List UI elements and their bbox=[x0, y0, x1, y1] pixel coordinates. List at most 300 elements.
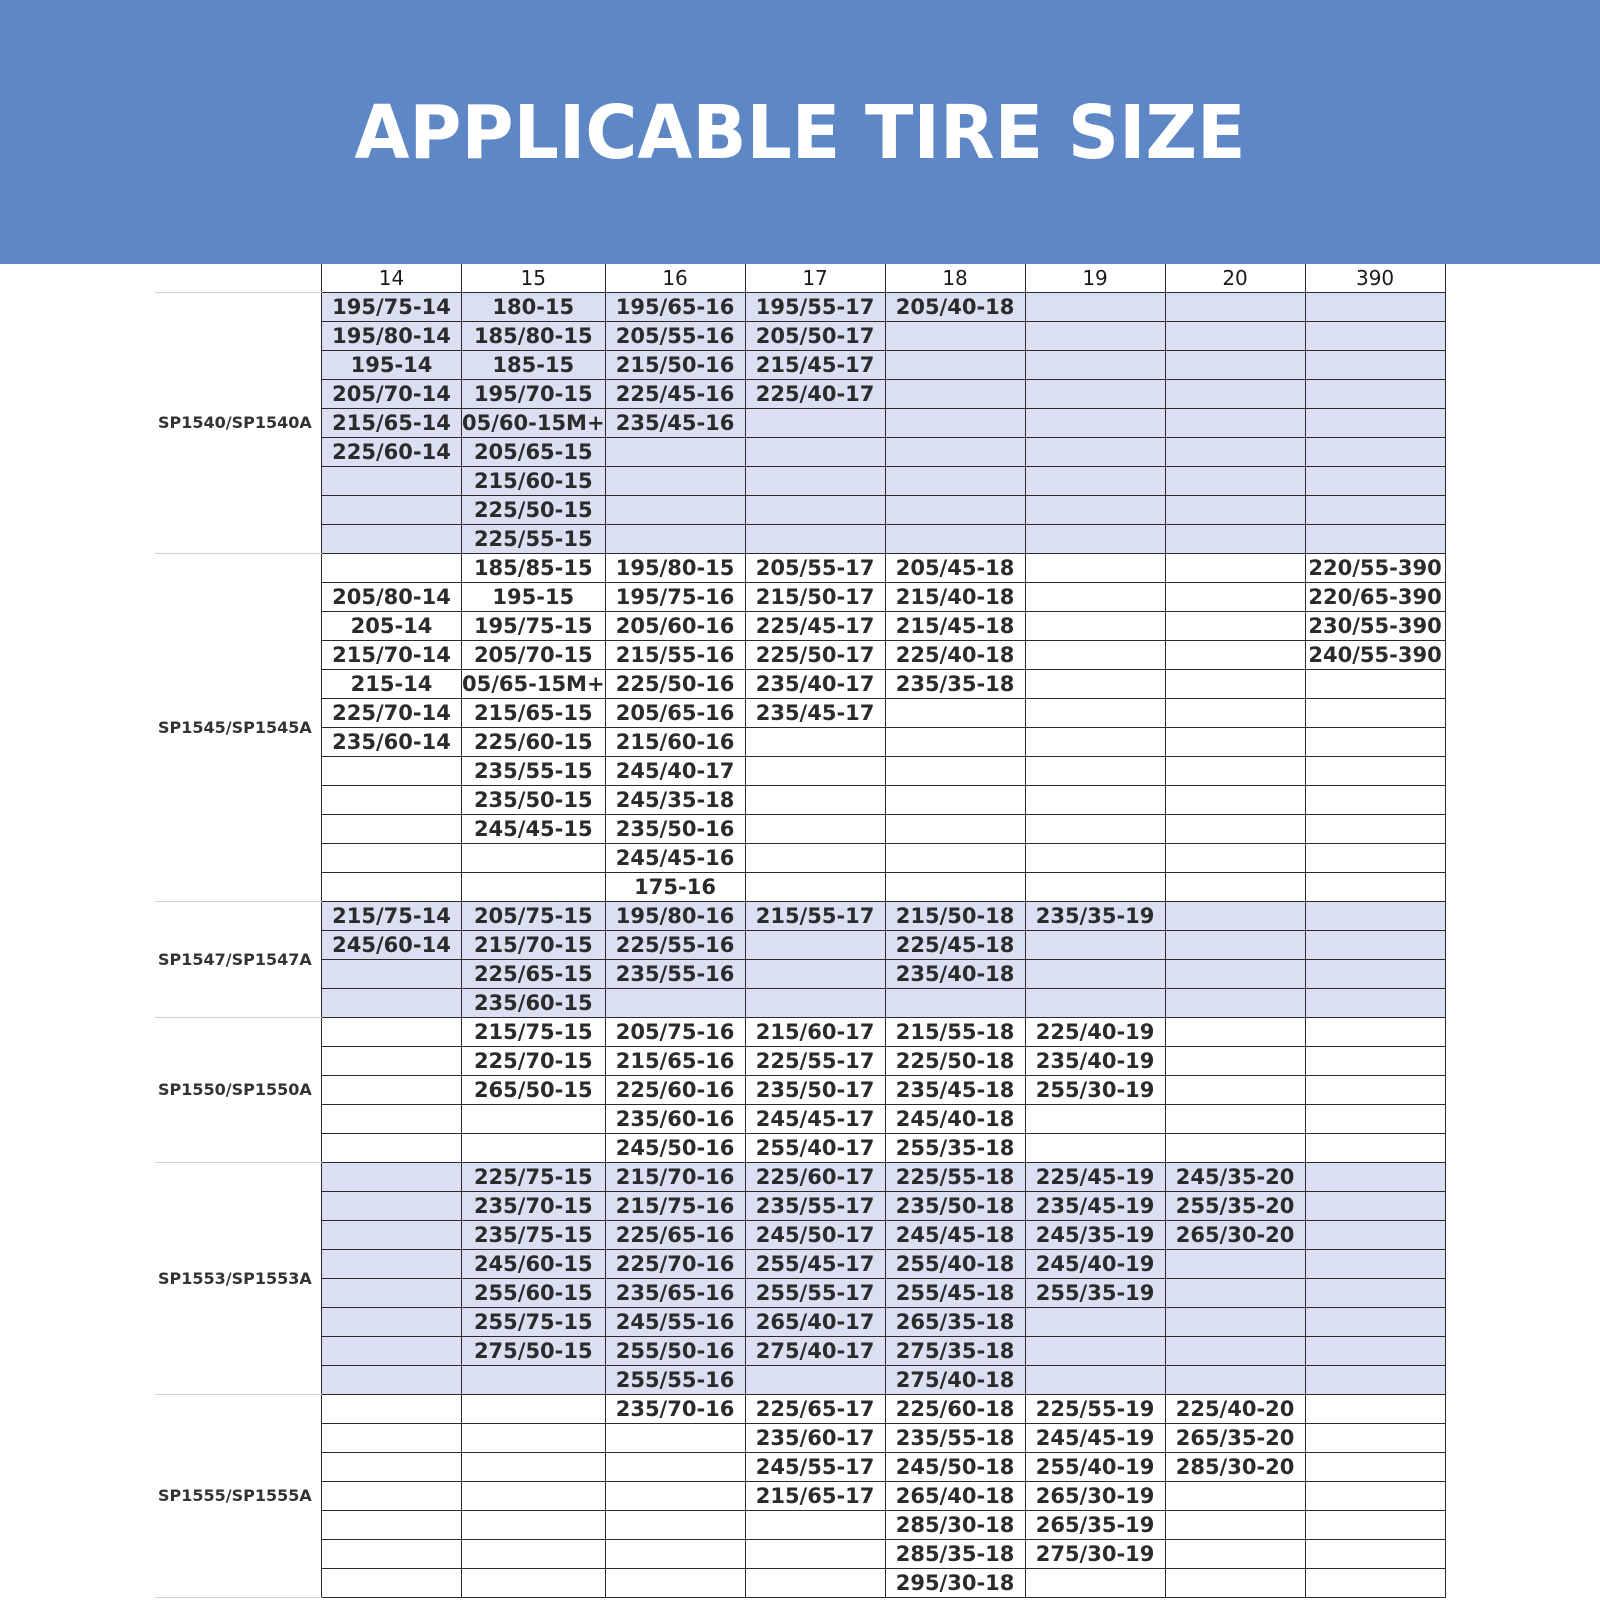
size-cell: 235/50-16 bbox=[605, 815, 745, 844]
column-header-14: 14 bbox=[322, 264, 462, 293]
size-cell bbox=[1305, 757, 1445, 786]
size-cell bbox=[1305, 670, 1445, 699]
column-header-18: 18 bbox=[885, 264, 1025, 293]
size-cell: 245/60-14 bbox=[322, 931, 462, 960]
size-cell bbox=[1305, 1395, 1445, 1424]
size-cell bbox=[745, 931, 885, 960]
size-cell: 205/80-14 bbox=[322, 583, 462, 612]
size-cell bbox=[745, 989, 885, 1018]
size-cell bbox=[605, 989, 745, 1018]
table-row bbox=[155, 815, 1445, 844]
size-cell bbox=[1305, 786, 1445, 815]
size-cell bbox=[1165, 1076, 1305, 1105]
size-cell bbox=[885, 786, 1025, 815]
size-cell bbox=[1165, 293, 1305, 322]
size-cell bbox=[1025, 728, 1165, 757]
size-cell bbox=[1305, 1308, 1445, 1337]
size-cell bbox=[322, 1308, 462, 1337]
size-cell bbox=[745, 496, 885, 525]
size-cell bbox=[1165, 931, 1305, 960]
size-cell: 205/70-14 bbox=[322, 380, 462, 409]
size-cell bbox=[1165, 1105, 1305, 1134]
size-cell bbox=[1165, 467, 1305, 496]
size-cell: 225/65-17 bbox=[745, 1395, 885, 1424]
size-cell bbox=[1165, 670, 1305, 699]
table-row bbox=[155, 757, 1445, 786]
size-cell: 235/40-17 bbox=[745, 670, 885, 699]
column-header-17: 17 bbox=[745, 264, 885, 293]
size-cell bbox=[1025, 786, 1165, 815]
size-cell: 285/30-20 bbox=[1165, 1453, 1305, 1482]
size-cell: 235/40-18 bbox=[885, 960, 1025, 989]
size-cell: 235/45-17 bbox=[745, 699, 885, 728]
size-cell bbox=[322, 989, 462, 1018]
size-cell bbox=[605, 467, 745, 496]
size-cell: 215/70-16 bbox=[605, 1163, 745, 1192]
table-row bbox=[155, 989, 1445, 1018]
size-cell bbox=[1305, 1424, 1445, 1453]
size-cell bbox=[745, 467, 885, 496]
size-cell bbox=[1025, 438, 1165, 467]
size-cell: 245/45-18 bbox=[885, 1221, 1025, 1250]
size-cell: 235/60-16 bbox=[605, 1105, 745, 1134]
size-cell bbox=[1305, 1018, 1445, 1047]
table-row bbox=[155, 1134, 1445, 1163]
table-row bbox=[155, 1018, 1445, 1047]
size-cell: 225/40-19 bbox=[1025, 1018, 1165, 1047]
size-cell: 215/45-18 bbox=[885, 612, 1025, 641]
size-cell bbox=[1305, 293, 1445, 322]
size-cell bbox=[322, 757, 462, 786]
size-cell: 225/65-16 bbox=[605, 1221, 745, 1250]
size-cell: 195/80-16 bbox=[605, 902, 745, 931]
table-row bbox=[155, 1279, 1445, 1308]
size-cell bbox=[322, 1337, 462, 1366]
table-row bbox=[155, 1424, 1445, 1453]
size-cell bbox=[322, 1569, 462, 1598]
size-cell: 205/60-16 bbox=[605, 612, 745, 641]
size-cell bbox=[605, 438, 745, 467]
size-cell bbox=[885, 380, 1025, 409]
size-cell: 245/45-17 bbox=[745, 1105, 885, 1134]
size-cell bbox=[1305, 1221, 1445, 1250]
size-cell: 195/55-17 bbox=[745, 293, 885, 322]
size-cell: 245/55-16 bbox=[605, 1308, 745, 1337]
size-cell bbox=[885, 496, 1025, 525]
size-cell bbox=[1165, 1511, 1305, 1540]
size-cell bbox=[1165, 322, 1305, 351]
size-cell bbox=[322, 786, 462, 815]
size-cell bbox=[885, 989, 1025, 1018]
size-cell: 225/45-18 bbox=[885, 931, 1025, 960]
size-cell bbox=[322, 1482, 462, 1511]
size-cell: 215/50-16 bbox=[605, 351, 745, 380]
size-cell: 255/55-17 bbox=[745, 1279, 885, 1308]
size-cell bbox=[1165, 1366, 1305, 1395]
size-cell bbox=[1305, 1192, 1445, 1221]
model-label: SP1555/SP1555A bbox=[155, 1395, 322, 1598]
size-cell: 265/30-20 bbox=[1165, 1221, 1305, 1250]
size-cell: 225/50-18 bbox=[885, 1047, 1025, 1076]
size-cell: 225/50-15 bbox=[462, 496, 606, 525]
size-cell: 265/40-18 bbox=[885, 1482, 1025, 1511]
size-cell: 215/60-17 bbox=[745, 1018, 885, 1047]
size-cell: 225/70-16 bbox=[605, 1250, 745, 1279]
size-cell bbox=[1025, 293, 1165, 322]
size-cell bbox=[322, 467, 462, 496]
size-cell bbox=[745, 728, 885, 757]
size-cell bbox=[1165, 1018, 1305, 1047]
size-cell: 05/60-15M+ bbox=[462, 409, 606, 438]
size-cell bbox=[1305, 1569, 1445, 1598]
size-cell: 265/30-19 bbox=[1025, 1482, 1165, 1511]
size-cell bbox=[322, 1511, 462, 1540]
size-cell bbox=[462, 873, 606, 902]
size-cell: 235/65-16 bbox=[605, 1279, 745, 1308]
size-cell bbox=[1305, 1105, 1445, 1134]
size-cell: 230/55-390 bbox=[1305, 612, 1445, 641]
size-cell bbox=[322, 1221, 462, 1250]
size-cell bbox=[1305, 496, 1445, 525]
table-row bbox=[155, 496, 1445, 525]
size-cell bbox=[1305, 380, 1445, 409]
size-cell: 195/70-15 bbox=[462, 380, 606, 409]
size-cell: 235/35-18 bbox=[885, 670, 1025, 699]
size-cell bbox=[1165, 583, 1305, 612]
size-cell bbox=[1165, 1569, 1305, 1598]
size-cell: 295/30-18 bbox=[885, 1569, 1025, 1598]
size-cell bbox=[745, 525, 885, 554]
size-cell: 285/30-18 bbox=[885, 1511, 1025, 1540]
table-row bbox=[155, 1540, 1445, 1569]
table-row bbox=[155, 554, 1445, 583]
table-row bbox=[155, 1395, 1445, 1424]
size-cell: 225/45-16 bbox=[605, 380, 745, 409]
size-cell bbox=[1165, 873, 1305, 902]
size-cell bbox=[322, 1424, 462, 1453]
size-cell bbox=[322, 1076, 462, 1105]
table-row bbox=[155, 293, 1445, 322]
table-row bbox=[155, 1250, 1445, 1279]
size-cell: 205/45-18 bbox=[885, 554, 1025, 583]
size-cell bbox=[885, 351, 1025, 380]
size-cell: 225/55-19 bbox=[1025, 1395, 1165, 1424]
size-cell: 225/40-18 bbox=[885, 641, 1025, 670]
size-cell: 275/35-18 bbox=[885, 1337, 1025, 1366]
size-cell bbox=[1165, 960, 1305, 989]
size-cell: 235/70-15 bbox=[462, 1192, 606, 1221]
table-row bbox=[155, 1047, 1445, 1076]
size-cell bbox=[1305, 873, 1445, 902]
size-cell bbox=[462, 1540, 606, 1569]
size-cell: 215/75-14 bbox=[322, 902, 462, 931]
size-cell bbox=[322, 960, 462, 989]
size-cell bbox=[885, 873, 1025, 902]
size-cell: 215/40-18 bbox=[885, 583, 1025, 612]
size-cell: 265/40-17 bbox=[745, 1308, 885, 1337]
size-cell bbox=[1025, 380, 1165, 409]
table-row bbox=[155, 612, 1445, 641]
size-cell bbox=[1165, 989, 1305, 1018]
size-cell: 215/50-17 bbox=[745, 583, 885, 612]
size-cell: 235/35-19 bbox=[1025, 902, 1165, 931]
size-cell bbox=[745, 815, 885, 844]
size-cell bbox=[322, 525, 462, 554]
size-cell: 185/80-15 bbox=[462, 322, 606, 351]
size-cell: 185/85-15 bbox=[462, 554, 606, 583]
size-cell: 195/75-16 bbox=[605, 583, 745, 612]
size-cell: 235/55-15 bbox=[462, 757, 606, 786]
size-cell: 185-15 bbox=[462, 351, 606, 380]
size-cell bbox=[1305, 467, 1445, 496]
size-cell bbox=[462, 1105, 606, 1134]
header-row bbox=[155, 264, 1445, 293]
size-cell: 225/45-19 bbox=[1025, 1163, 1165, 1192]
page-title: APPLICABLE TIRE SIZE bbox=[354, 90, 1246, 176]
table-row bbox=[155, 902, 1445, 931]
size-cell bbox=[1305, 1134, 1445, 1163]
table-row bbox=[155, 1482, 1445, 1511]
size-cell bbox=[1305, 322, 1445, 351]
size-cell: 225/55-16 bbox=[605, 931, 745, 960]
size-cell: 225/60-18 bbox=[885, 1395, 1025, 1424]
size-cell: 215/65-14 bbox=[322, 409, 462, 438]
size-cell bbox=[1025, 641, 1165, 670]
size-cell bbox=[1305, 409, 1445, 438]
size-cell bbox=[322, 844, 462, 873]
size-cell bbox=[605, 496, 745, 525]
table-row bbox=[155, 1337, 1445, 1366]
table-row bbox=[155, 641, 1445, 670]
size-cell bbox=[1165, 438, 1305, 467]
table-row bbox=[155, 786, 1445, 815]
size-cell: 255/45-18 bbox=[885, 1279, 1025, 1308]
corner-cell bbox=[155, 264, 322, 293]
size-cell: 225/65-15 bbox=[462, 960, 606, 989]
size-cell bbox=[1025, 322, 1165, 351]
table-row bbox=[155, 1105, 1445, 1134]
size-cell: 205/55-17 bbox=[745, 554, 885, 583]
size-cell: 245/50-17 bbox=[745, 1221, 885, 1250]
size-cell: 205/65-16 bbox=[605, 699, 745, 728]
size-cell bbox=[1305, 1279, 1445, 1308]
size-cell bbox=[885, 728, 1025, 757]
size-cell: 235/55-17 bbox=[745, 1192, 885, 1221]
size-cell: 235/45-18 bbox=[885, 1076, 1025, 1105]
size-cell: 215/65-17 bbox=[745, 1482, 885, 1511]
size-cell bbox=[1305, 844, 1445, 873]
size-cell bbox=[745, 757, 885, 786]
size-cell bbox=[1025, 815, 1165, 844]
size-cell: 235/55-16 bbox=[605, 960, 745, 989]
size-cell: 235/45-19 bbox=[1025, 1192, 1165, 1221]
size-cell bbox=[322, 1105, 462, 1134]
size-cell bbox=[885, 757, 1025, 786]
size-cell bbox=[1025, 1337, 1165, 1366]
size-cell bbox=[1165, 844, 1305, 873]
size-cell bbox=[1305, 1453, 1445, 1482]
column-header-15: 15 bbox=[462, 264, 606, 293]
size-cell bbox=[1165, 554, 1305, 583]
size-cell: 215/60-16 bbox=[605, 728, 745, 757]
size-cell bbox=[1025, 496, 1165, 525]
size-cell bbox=[322, 1018, 462, 1047]
size-cell bbox=[1165, 1250, 1305, 1279]
size-cell bbox=[1165, 699, 1305, 728]
model-label: SP1553/SP1553A bbox=[155, 1163, 322, 1395]
size-cell bbox=[1165, 757, 1305, 786]
size-cell: 175-16 bbox=[605, 873, 745, 902]
size-cell: 205-14 bbox=[322, 612, 462, 641]
size-cell bbox=[1025, 1569, 1165, 1598]
table-row bbox=[155, 1308, 1445, 1337]
size-cell: 215/60-15 bbox=[462, 467, 606, 496]
column-header-16: 16 bbox=[605, 264, 745, 293]
table-row bbox=[155, 1366, 1445, 1395]
size-cell: 205/50-17 bbox=[745, 322, 885, 351]
size-cell: 195-15 bbox=[462, 583, 606, 612]
size-cell: 215/65-16 bbox=[605, 1047, 745, 1076]
size-cell bbox=[462, 1482, 606, 1511]
table-row bbox=[155, 1192, 1445, 1221]
table-row bbox=[155, 873, 1445, 902]
size-cell bbox=[1165, 612, 1305, 641]
size-cell: 195/80-15 bbox=[605, 554, 745, 583]
size-cell bbox=[462, 1511, 606, 1540]
size-cell bbox=[605, 1453, 745, 1482]
size-cell: 255/35-20 bbox=[1165, 1192, 1305, 1221]
table-row bbox=[155, 409, 1445, 438]
size-cell bbox=[322, 1192, 462, 1221]
size-cell: 220/65-390 bbox=[1305, 583, 1445, 612]
size-cell: 205/40-18 bbox=[885, 293, 1025, 322]
size-cell bbox=[322, 1540, 462, 1569]
size-cell: 215/55-17 bbox=[745, 902, 885, 931]
size-cell bbox=[1165, 351, 1305, 380]
size-cell: 205/75-16 bbox=[605, 1018, 745, 1047]
size-cell bbox=[1165, 815, 1305, 844]
size-cell bbox=[1165, 496, 1305, 525]
size-cell: 235/70-16 bbox=[605, 1395, 745, 1424]
size-cell bbox=[322, 1366, 462, 1395]
size-cell bbox=[1165, 1134, 1305, 1163]
size-cell bbox=[1025, 525, 1165, 554]
table-row bbox=[155, 438, 1445, 467]
size-cell bbox=[322, 496, 462, 525]
size-cell: 245/35-20 bbox=[1165, 1163, 1305, 1192]
size-cell: 215/55-18 bbox=[885, 1018, 1025, 1047]
size-cell: 225/45-17 bbox=[745, 612, 885, 641]
size-cell bbox=[1305, 902, 1445, 931]
size-cell bbox=[322, 1047, 462, 1076]
size-cell bbox=[1025, 554, 1165, 583]
size-cell bbox=[462, 1453, 606, 1482]
size-cell: 225/55-17 bbox=[745, 1047, 885, 1076]
size-cell bbox=[1025, 670, 1165, 699]
size-cell bbox=[605, 1511, 745, 1540]
size-cell bbox=[1305, 989, 1445, 1018]
table-row bbox=[155, 728, 1445, 757]
size-cell bbox=[322, 873, 462, 902]
size-cell bbox=[745, 1540, 885, 1569]
size-cell: 205/65-15 bbox=[462, 438, 606, 467]
size-cell bbox=[1165, 525, 1305, 554]
size-cell bbox=[1165, 409, 1305, 438]
size-cell bbox=[745, 1569, 885, 1598]
size-cell bbox=[1025, 1308, 1165, 1337]
size-cell bbox=[322, 1395, 462, 1424]
size-cell: 225/55-15 bbox=[462, 525, 606, 554]
size-cell bbox=[605, 1482, 745, 1511]
size-cell: 205/70-15 bbox=[462, 641, 606, 670]
size-cell: 215/45-17 bbox=[745, 351, 885, 380]
size-cell bbox=[1305, 699, 1445, 728]
size-cell: 225/60-14 bbox=[322, 438, 462, 467]
size-cell: 235/60-17 bbox=[745, 1424, 885, 1453]
size-cell: 245/45-19 bbox=[1025, 1424, 1165, 1453]
size-cell: 215/70-14 bbox=[322, 641, 462, 670]
size-cell bbox=[885, 409, 1025, 438]
size-cell: 245/45-16 bbox=[605, 844, 745, 873]
size-cell bbox=[1025, 873, 1165, 902]
size-cell: 195/75-15 bbox=[462, 612, 606, 641]
size-cell bbox=[605, 1424, 745, 1453]
size-cell bbox=[462, 1366, 606, 1395]
size-cell: 255/35-18 bbox=[885, 1134, 1025, 1163]
size-cell bbox=[322, 1134, 462, 1163]
size-cell: 215/55-16 bbox=[605, 641, 745, 670]
size-cell: 225/50-16 bbox=[605, 670, 745, 699]
size-cell: 225/55-18 bbox=[885, 1163, 1025, 1192]
size-cell: 235/55-18 bbox=[885, 1424, 1025, 1453]
size-cell: 225/60-15 bbox=[462, 728, 606, 757]
size-cell bbox=[745, 873, 885, 902]
size-cell bbox=[1025, 351, 1165, 380]
size-cell bbox=[1165, 728, 1305, 757]
size-cell: 215/75-15 bbox=[462, 1018, 606, 1047]
size-cell bbox=[745, 1366, 885, 1395]
size-cell: 245/40-19 bbox=[1025, 1250, 1165, 1279]
size-cell: 180-15 bbox=[462, 293, 606, 322]
table-row bbox=[155, 670, 1445, 699]
size-cell bbox=[1165, 380, 1305, 409]
size-cell bbox=[885, 525, 1025, 554]
size-cell bbox=[1025, 1105, 1165, 1134]
size-cell: 275/50-15 bbox=[462, 1337, 606, 1366]
size-cell bbox=[1165, 1482, 1305, 1511]
size-cell bbox=[1165, 1308, 1305, 1337]
size-cell bbox=[1025, 409, 1165, 438]
size-cell bbox=[322, 1163, 462, 1192]
size-cell: 285/35-18 bbox=[885, 1540, 1025, 1569]
size-cell: 195/65-16 bbox=[605, 293, 745, 322]
size-cell: 245/35-18 bbox=[605, 786, 745, 815]
model-label: SP1547/SP1547A bbox=[155, 902, 322, 1018]
column-header-390: 390 bbox=[1305, 264, 1445, 293]
size-cell: 195/75-14 bbox=[322, 293, 462, 322]
size-cell bbox=[1025, 1366, 1165, 1395]
size-cell: 245/50-18 bbox=[885, 1453, 1025, 1482]
size-cell: 225/60-16 bbox=[605, 1076, 745, 1105]
size-cell: 245/50-16 bbox=[605, 1134, 745, 1163]
size-cell: 235/75-15 bbox=[462, 1221, 606, 1250]
size-cell: 235/60-14 bbox=[322, 728, 462, 757]
size-cell bbox=[745, 960, 885, 989]
size-cell bbox=[1025, 467, 1165, 496]
size-cell bbox=[1305, 960, 1445, 989]
size-cell bbox=[745, 409, 885, 438]
size-cell bbox=[885, 815, 1025, 844]
